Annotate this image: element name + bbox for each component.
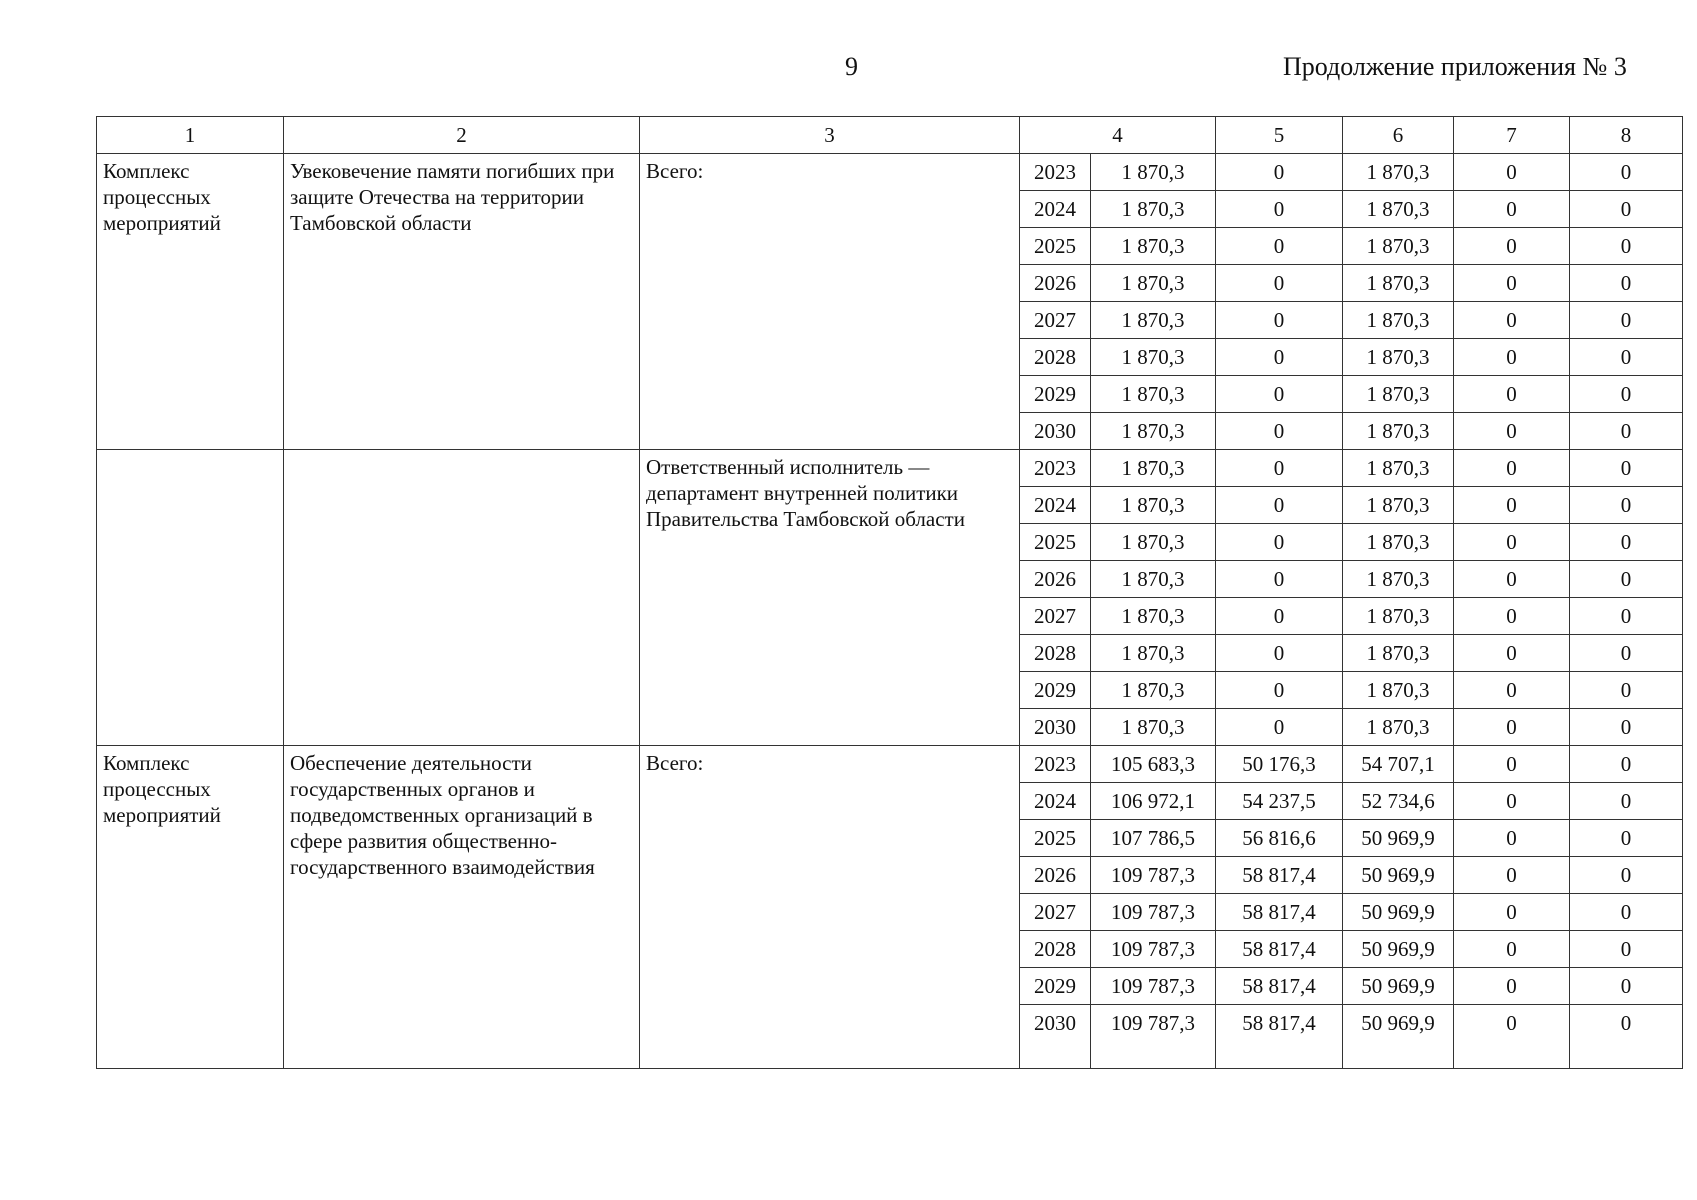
regional-amount-cell: 1 870,3	[1343, 487, 1454, 524]
total-amount-cell: 106 972,1	[1091, 783, 1216, 820]
other-amount-cell: 0	[1570, 265, 1683, 302]
regional-amount-cell: 1 870,3	[1343, 672, 1454, 709]
federal-amount-cell: 0	[1216, 154, 1343, 191]
regional-amount-cell: 52 734,6	[1343, 783, 1454, 820]
other-amount-cell: 0	[1570, 487, 1683, 524]
federal-amount-cell: 58 817,4	[1216, 1005, 1343, 1069]
regional-amount-cell: 50 969,9	[1343, 820, 1454, 857]
regional-amount-cell: 50 969,9	[1343, 857, 1454, 894]
federal-amount-cell: 54 237,5	[1216, 783, 1343, 820]
municipal-amount-cell: 0	[1454, 228, 1570, 265]
other-amount-cell: 0	[1570, 598, 1683, 635]
year-cell: 2026	[1020, 857, 1091, 894]
municipal-amount-cell: 0	[1454, 302, 1570, 339]
program-name-cell: Увековечение памяти погибших при защите Отечества на территории Тамбовской области	[284, 154, 640, 450]
total-amount-cell: 107 786,5	[1091, 820, 1216, 857]
federal-amount-cell: 0	[1216, 635, 1343, 672]
municipal-amount-cell: 0	[1454, 968, 1570, 1005]
year-cell: 2026	[1020, 265, 1091, 302]
column-header-6: 6	[1343, 117, 1454, 154]
total-amount-cell: 109 787,3	[1091, 1005, 1216, 1069]
other-amount-cell: 0	[1570, 524, 1683, 561]
year-cell: 2027	[1020, 302, 1091, 339]
column-header-1: 1	[97, 117, 284, 154]
federal-amount-cell: 0	[1216, 191, 1343, 228]
federal-amount-cell: 0	[1216, 376, 1343, 413]
program-type-cell: Комплекс процессных мероприятий	[97, 746, 284, 1069]
regional-amount-cell: 1 870,3	[1343, 376, 1454, 413]
municipal-amount-cell: 0	[1454, 1005, 1570, 1069]
total-amount-cell: 109 787,3	[1091, 857, 1216, 894]
other-amount-cell: 0	[1570, 746, 1683, 783]
column-header-8: 8	[1570, 117, 1683, 154]
federal-amount-cell: 0	[1216, 487, 1343, 524]
other-amount-cell: 0	[1570, 376, 1683, 413]
total-amount-cell: 1 870,3	[1091, 191, 1216, 228]
program-type-cell: Комплекс процессных мероприятий	[97, 154, 284, 450]
year-cell: 2024	[1020, 191, 1091, 228]
other-amount-cell: 0	[1570, 931, 1683, 968]
federal-amount-cell: 58 817,4	[1216, 857, 1343, 894]
year-cell: 2027	[1020, 598, 1091, 635]
municipal-amount-cell: 0	[1454, 339, 1570, 376]
regional-amount-cell: 1 870,3	[1343, 598, 1454, 635]
municipal-amount-cell: 0	[1454, 635, 1570, 672]
regional-amount-cell: 1 870,3	[1343, 635, 1454, 672]
other-amount-cell: 0	[1570, 450, 1683, 487]
year-cell: 2025	[1020, 228, 1091, 265]
year-cell: 2027	[1020, 894, 1091, 931]
total-amount-cell: 1 870,3	[1091, 265, 1216, 302]
federal-amount-cell: 0	[1216, 672, 1343, 709]
year-cell: 2028	[1020, 339, 1091, 376]
municipal-amount-cell: 0	[1454, 413, 1570, 450]
federal-amount-cell: 50 176,3	[1216, 746, 1343, 783]
funding-source-cell: Всего:	[640, 746, 1020, 1069]
table-header	[97, 117, 1683, 154]
program-name-cell	[284, 450, 640, 746]
appendix-title: Продолжение приложения № 3	[1283, 52, 1627, 81]
other-amount-cell: 0	[1570, 191, 1683, 228]
year-cell: 2023	[1020, 154, 1091, 191]
year-cell: 2024	[1020, 487, 1091, 524]
total-amount-cell: 1 870,3	[1091, 524, 1216, 561]
other-amount-cell: 0	[1570, 561, 1683, 598]
regional-amount-cell: 50 969,9	[1343, 894, 1454, 931]
federal-amount-cell: 0	[1216, 524, 1343, 561]
total-amount-cell: 1 870,3	[1091, 598, 1216, 635]
other-amount-cell: 0	[1570, 635, 1683, 672]
municipal-amount-cell: 0	[1454, 487, 1570, 524]
total-amount-cell: 105 683,3	[1091, 746, 1216, 783]
other-amount-cell: 0	[1570, 413, 1683, 450]
total-amount-cell: 1 870,3	[1091, 487, 1216, 524]
column-header-5: 5	[1216, 117, 1343, 154]
regional-amount-cell: 1 870,3	[1343, 450, 1454, 487]
federal-amount-cell: 0	[1216, 302, 1343, 339]
year-cell: 2023	[1020, 450, 1091, 487]
other-amount-cell: 0	[1570, 820, 1683, 857]
federal-amount-cell: 0	[1216, 228, 1343, 265]
funding-source-cell: Всего:	[640, 154, 1020, 450]
total-amount-cell: 1 870,3	[1091, 228, 1216, 265]
regional-amount-cell: 1 870,3	[1343, 265, 1454, 302]
federal-amount-cell: 56 816,6	[1216, 820, 1343, 857]
federal-amount-cell: 0	[1216, 709, 1343, 746]
column-header-3: 3	[640, 117, 1020, 154]
regional-amount-cell: 1 870,3	[1343, 561, 1454, 598]
total-amount-cell: 1 870,3	[1091, 413, 1216, 450]
year-cell: 2026	[1020, 561, 1091, 598]
municipal-amount-cell: 0	[1454, 154, 1570, 191]
other-amount-cell: 0	[1570, 339, 1683, 376]
year-cell: 2029	[1020, 376, 1091, 413]
other-amount-cell: 0	[1570, 1005, 1683, 1069]
program-type-cell	[97, 450, 284, 746]
year-cell: 2029	[1020, 968, 1091, 1005]
other-amount-cell: 0	[1570, 857, 1683, 894]
municipal-amount-cell: 0	[1454, 672, 1570, 709]
regional-amount-cell: 1 870,3	[1343, 228, 1454, 265]
municipal-amount-cell: 0	[1454, 450, 1570, 487]
municipal-amount-cell: 0	[1454, 265, 1570, 302]
regional-amount-cell: 50 969,9	[1343, 968, 1454, 1005]
year-cell: 2030	[1020, 1005, 1091, 1069]
year-cell: 2030	[1020, 413, 1091, 450]
municipal-amount-cell: 0	[1454, 561, 1570, 598]
total-amount-cell: 1 870,3	[1091, 376, 1216, 413]
program-name-cell: Обеспечение деятельности государственных органов и подведомственных организаций в сфере развития общественно-государственного взаимодействия	[284, 746, 640, 1069]
municipal-amount-cell: 0	[1454, 376, 1570, 413]
regional-amount-cell: 54 707,1	[1343, 746, 1454, 783]
other-amount-cell: 0	[1570, 228, 1683, 265]
federal-amount-cell: 58 817,4	[1216, 968, 1343, 1005]
other-amount-cell: 0	[1570, 154, 1683, 191]
total-amount-cell: 1 870,3	[1091, 339, 1216, 376]
other-amount-cell: 0	[1570, 968, 1683, 1005]
year-cell: 2028	[1020, 931, 1091, 968]
federal-amount-cell: 58 817,4	[1216, 931, 1343, 968]
year-cell: 2025	[1020, 820, 1091, 857]
total-amount-cell: 1 870,3	[1091, 450, 1216, 487]
other-amount-cell: 0	[1570, 709, 1683, 746]
municipal-amount-cell: 0	[1454, 931, 1570, 968]
municipal-amount-cell: 0	[1454, 857, 1570, 894]
municipal-amount-cell: 0	[1454, 598, 1570, 635]
page-number: 9	[845, 52, 858, 81]
regional-amount-cell: 1 870,3	[1343, 413, 1454, 450]
federal-amount-cell: 0	[1216, 598, 1343, 635]
total-amount-cell: 109 787,3	[1091, 894, 1216, 931]
regional-amount-cell: 1 870,3	[1343, 191, 1454, 228]
year-cell: 2025	[1020, 524, 1091, 561]
table-row	[97, 746, 1683, 783]
table-row	[97, 154, 1683, 191]
column-header-2: 2	[284, 117, 640, 154]
regional-amount-cell: 50 969,9	[1343, 1005, 1454, 1069]
total-amount-cell: 1 870,3	[1091, 561, 1216, 598]
municipal-amount-cell: 0	[1454, 783, 1570, 820]
municipal-amount-cell: 0	[1454, 894, 1570, 931]
year-cell: 2029	[1020, 672, 1091, 709]
other-amount-cell: 0	[1570, 302, 1683, 339]
municipal-amount-cell: 0	[1454, 709, 1570, 746]
total-amount-cell: 1 870,3	[1091, 154, 1216, 191]
other-amount-cell: 0	[1570, 894, 1683, 931]
total-amount-cell: 109 787,3	[1091, 968, 1216, 1005]
federal-amount-cell: 0	[1216, 339, 1343, 376]
column-header-7: 7	[1454, 117, 1570, 154]
budget-table	[96, 116, 1683, 1069]
total-amount-cell: 109 787,3	[1091, 931, 1216, 968]
table-row	[97, 450, 1683, 487]
municipal-amount-cell: 0	[1454, 820, 1570, 857]
other-amount-cell: 0	[1570, 783, 1683, 820]
year-cell: 2028	[1020, 635, 1091, 672]
total-amount-cell: 1 870,3	[1091, 302, 1216, 339]
total-amount-cell: 1 870,3	[1091, 635, 1216, 672]
federal-amount-cell: 58 817,4	[1216, 894, 1343, 931]
federal-amount-cell: 0	[1216, 413, 1343, 450]
column-header-4: 4	[1020, 117, 1216, 154]
other-amount-cell: 0	[1570, 672, 1683, 709]
total-amount-cell: 1 870,3	[1091, 672, 1216, 709]
funding-source-cell: Ответственный исполнитель — департамент внутренней политики Правительства Тамбовской области	[640, 450, 1020, 746]
federal-amount-cell: 0	[1216, 561, 1343, 598]
regional-amount-cell: 1 870,3	[1343, 339, 1454, 376]
federal-amount-cell: 0	[1216, 450, 1343, 487]
regional-amount-cell: 50 969,9	[1343, 931, 1454, 968]
municipal-amount-cell: 0	[1454, 524, 1570, 561]
regional-amount-cell: 1 870,3	[1343, 709, 1454, 746]
year-cell: 2030	[1020, 709, 1091, 746]
federal-amount-cell: 0	[1216, 265, 1343, 302]
municipal-amount-cell: 0	[1454, 191, 1570, 228]
municipal-amount-cell: 0	[1454, 746, 1570, 783]
year-cell: 2023	[1020, 746, 1091, 783]
regional-amount-cell: 1 870,3	[1343, 524, 1454, 561]
total-amount-cell: 1 870,3	[1091, 709, 1216, 746]
header-row	[97, 117, 1683, 154]
regional-amount-cell: 1 870,3	[1343, 302, 1454, 339]
table-body	[97, 154, 1683, 1069]
regional-amount-cell: 1 870,3	[1343, 154, 1454, 191]
year-cell: 2024	[1020, 783, 1091, 820]
